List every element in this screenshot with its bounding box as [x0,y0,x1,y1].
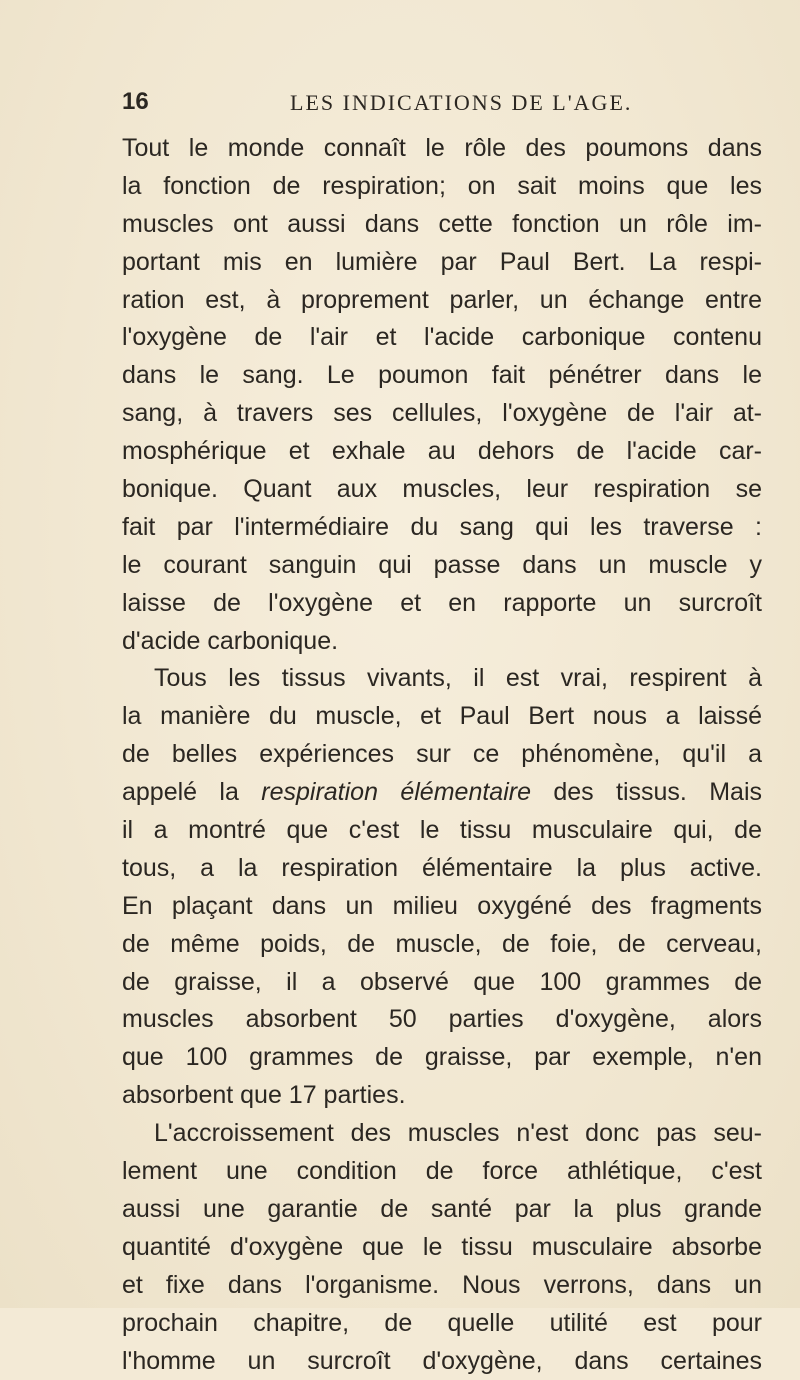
text-line: d'acide carbonique. [122,623,762,661]
text-line: l'oxygène de l'air et l'acide carbonique contenu [122,319,762,357]
text-line: bonique. Quant aux muscles, leur respiration se [122,471,762,509]
text-line: Tout le monde connaît le rôle des poumons dans [122,130,762,168]
text-line: la fonction de respiration; on sait moins que les [122,168,762,206]
text-line: de graisse, il a observé que 100 grammes de [122,964,762,1002]
text-fragment: des tissus. Mais [531,778,762,806]
text-line: En plaçant dans un milieu oxygéné des fragments [122,888,762,926]
page-number: 16 [122,88,149,116]
text-line: muscles absorbent 50 parties d'oxygène, alors [122,1001,762,1039]
text-line: de même poids, de muscle, de foie, de cerveau, [122,926,762,964]
text-line: muscles ont aussi dans cette fonction un rôle im- [122,206,762,244]
text-line: dans le sang. Le poumon fait pénétrer dans le [122,357,762,395]
text-line: et fixe dans l'organisme. Nous verrons, dans un [122,1267,762,1305]
text-line: l'homme un surcroît d'oxygène, dans certaines [122,1343,762,1380]
body-text [122,130,762,1380]
text-line: prochain chapitre, de quelle utilité est pour [122,1305,762,1343]
text-fragment: appelé la [122,778,261,806]
text-line: sang, à travers ses cellules, l'oxygène de l'air at- [122,395,762,433]
text-line: tous, a la respiration élémentaire la plus active. [122,850,762,888]
text-line: le courant sanguin qui passe dans un muscle y [122,547,762,585]
text-line: que 100 grammes de graisse, par exemple, n'en [122,1039,762,1077]
text-line: la manière du muscle, et Paul Bert nous a laissé [122,698,762,736]
text-line: aussi une garantie de santé par la plus grande [122,1191,762,1229]
text-line: absorbent que 17 parties. [122,1077,762,1115]
text-line: lement une condition de force athlétique, c'est [122,1153,762,1191]
text-line: de belles expériences sur ce phénomène, qu'il a [122,736,762,774]
text-line: L'accroissement des muscles n'est donc pas seu- [122,1115,762,1153]
text-line: laisse de l'oxygène et en rapporte un surcroît [122,585,762,623]
text-line: mosphérique et exhale au dehors de l'acide car- [122,433,762,471]
text-line: il a montré que c'est le tissu musculaire qui, de [122,812,762,850]
text-line-with-emphasis [122,774,762,812]
running-head: LES INDICATIONS DE L'AGE. [290,90,632,116]
text-line: Tous les tissus vivants, il est vrai, respirent à [122,660,762,698]
emphasis-term: respiration élémentaire [261,778,531,806]
text-line: quantité d'oxygène que le tissu musculaire absorbe [122,1229,762,1267]
text-line: portant mis en lumière par Paul Bert. La respi- [122,244,762,282]
page-header [122,88,758,122]
text-line: ration est, à proprement parler, un échange entre [122,282,762,320]
text-line: fait par l'intermédiaire du sang qui les traverse : [122,509,762,547]
